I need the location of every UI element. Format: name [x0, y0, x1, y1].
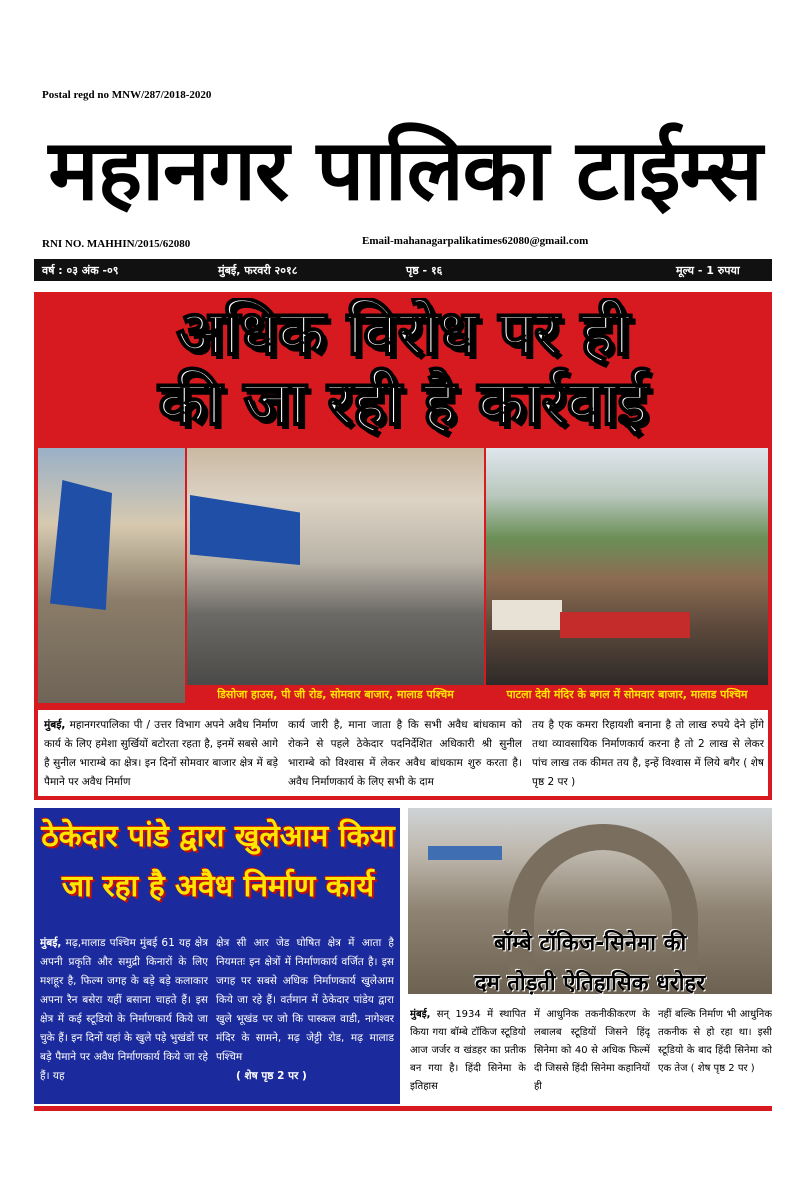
- blue-board: [428, 846, 502, 860]
- photo-patla-devi-temple: [486, 448, 768, 685]
- third-story-headline: [408, 924, 772, 1008]
- second-headline-line2: जा रहा है अवैध निर्माण कार्य: [61, 869, 375, 904]
- photo-caption-left: डिसोजा हाउस, पी जी रोड, सोमवार बाजार, मालाड पश्चिम: [187, 685, 484, 705]
- shop-sign-red: [560, 612, 690, 638]
- third-story-col2: में आधुनिक तकनीकीकरण के लबालब स्टूडियों जिसने हिंदू सिनेमा को 40 से अधिक फिल्में दी जिससे हिंदी सिनेमा कहानियों ही: [534, 1009, 650, 1092]
- lead-story-col2: कार्य जारी है, माना जाता है कि सभी अवैध बांधकाम को रोकने से पहले ठेकेदार पदनिर्देशित अधिकारी श्री सुनील भाराम्बे को विश्वास में लेकर अवैध बांधकाम शुरु करता है। अवैध निर्माणकार्य के लिए सभी के दाम: [288, 719, 522, 788]
- dateline-mumbai-3: मुंबई,: [410, 1009, 431, 1020]
- bottom-rule: [34, 1106, 772, 1111]
- third-headline-line2: दम तोड़ती ऐतिहासिक धरोहर: [474, 971, 706, 996]
- dateline-mumbai: मुंबई,: [44, 719, 66, 731]
- second-story-col1-text: मढ़,मालाड पश्चिम मुंबई 61 यह क्षेत्र अपनी प्रकृति और समुद्री किनारों के लिए मशहूर है, फिल्म जगह के बड़े बड़े कलाकार अपना रैन बसेरा यहीं बसाना चाहते हैं। इस क्षेत्र में कई स्टूडियो के निर्माणकार्य किये जा चुके हैं। इन दिनों यहां के खुले पड़े भुखंडों पर बड़े पैमाने पर अवैध निर्माणकार्य किये जा रहे हैं। यह: [40, 937, 208, 1082]
- contact-email: Email-mahanagarpalikatimes62080@gmail.com: [362, 235, 589, 247]
- photo-caption-right: पाटला देवी मंदिर के बगल में सोमवार बाजार, मालाड पश्चिम: [486, 685, 768, 705]
- photo-dsouza-house: [187, 448, 484, 685]
- lead-story-col1-text: महानगरपालिका पी / उत्तर विभाग अपने अवैध निर्माण कार्य के लिए हमेशा सुर्खियों बटोरता रहता है, इनमें सबसे आगे है सुनील भाराम्बे का क्षेत्र। इन दिनों सोमवार बाजार क्षेत्र में बड़े पैमाने पर अवैध निर्माण: [44, 719, 278, 788]
- postal-registration: Postal regd no MNW/287/2018-2020: [42, 89, 212, 101]
- continued-note: ( शेष पृष्ठ 2 पर ): [236, 1070, 307, 1082]
- second-story-headline: [40, 812, 396, 924]
- third-story-col1-text: सन् 1934 में स्थापित किया गया बॉम्बे टॉकिज स्टूडियो आज जर्जर व खंडहर का प्रतीक बन गया है। हिंदी सिनेमा के इतिहास: [410, 1009, 526, 1092]
- second-story-col2: [216, 934, 394, 1094]
- dateline-bar: [34, 259, 772, 281]
- lead-headline-line1: अधिक विरोध पर ही: [176, 298, 630, 369]
- second-story-col2-text: क्षेत्र सी आर जेड घोषित क्षेत्र में आता है नियमतः इन क्षेत्रों में निर्माणकार्य वर्जित है। इस जगह पर सबसे अधिक निर्माणकार्य खुलेआम किये जा रहे हैं। वर्तमान में ठेकेदार पांडेय द्वारा खुले भूखंड पर जो कि पास्कल वाडी, नागेश्वर मंदिर के सामने, मढ़ जेट्टी रोड, मढ़ मालाड पश्चिम: [216, 937, 394, 1063]
- third-headline-line1: बॉम्बे टॉकिज-सिनेमा की: [493, 931, 687, 956]
- page-count: पृष्ठ - १६: [406, 263, 443, 277]
- second-headline-line1: ठेकेदार पांडे द्वारा खुलेआम किया: [41, 819, 395, 854]
- issue-date: मुंबई, फरवरी २०१८: [218, 263, 298, 277]
- third-story-col1: [410, 1006, 526, 1106]
- lead-story-col1: [44, 716, 278, 794]
- newspaper-masthead: महानगर पालिका टाईम्स: [48, 121, 762, 219]
- price: मूल्य - 1 रुपया: [676, 263, 740, 277]
- lead-story-col3: तय है एक कमरा रिहायशी बनाना है तो लाख रुपये देने होंगे तथा व्यावसायिक निर्माणकार्य करना है तो 2 लाख से लेकर पांच लाख तक कीमत तय है, इन्हें विश्वास में लिये बगैर ( शेष पृष्ठ 2 पर ): [532, 719, 764, 788]
- second-story-col1: [40, 934, 208, 1094]
- third-story-col3: नहीं बल्कि निर्माण भी आधुनिक तकनीक से हो रहा था। इसी स्टूडियो के बाद हिंदी सिनेमा को एक तेज ( शेष पृष्ठ 2 पर ): [658, 1009, 772, 1074]
- lead-headline: [40, 298, 766, 446]
- shop-sign-white: [492, 600, 562, 630]
- rni-number: RNI NO. MAHHIN/2015/62080: [42, 238, 191, 250]
- issue-number: वर्ष : ०३ अंक -०९: [42, 263, 119, 277]
- dateline-mumbai-2: मुंबई,: [40, 937, 62, 949]
- lead-headline-line2: की जा रही है कार्रवाई: [158, 366, 648, 439]
